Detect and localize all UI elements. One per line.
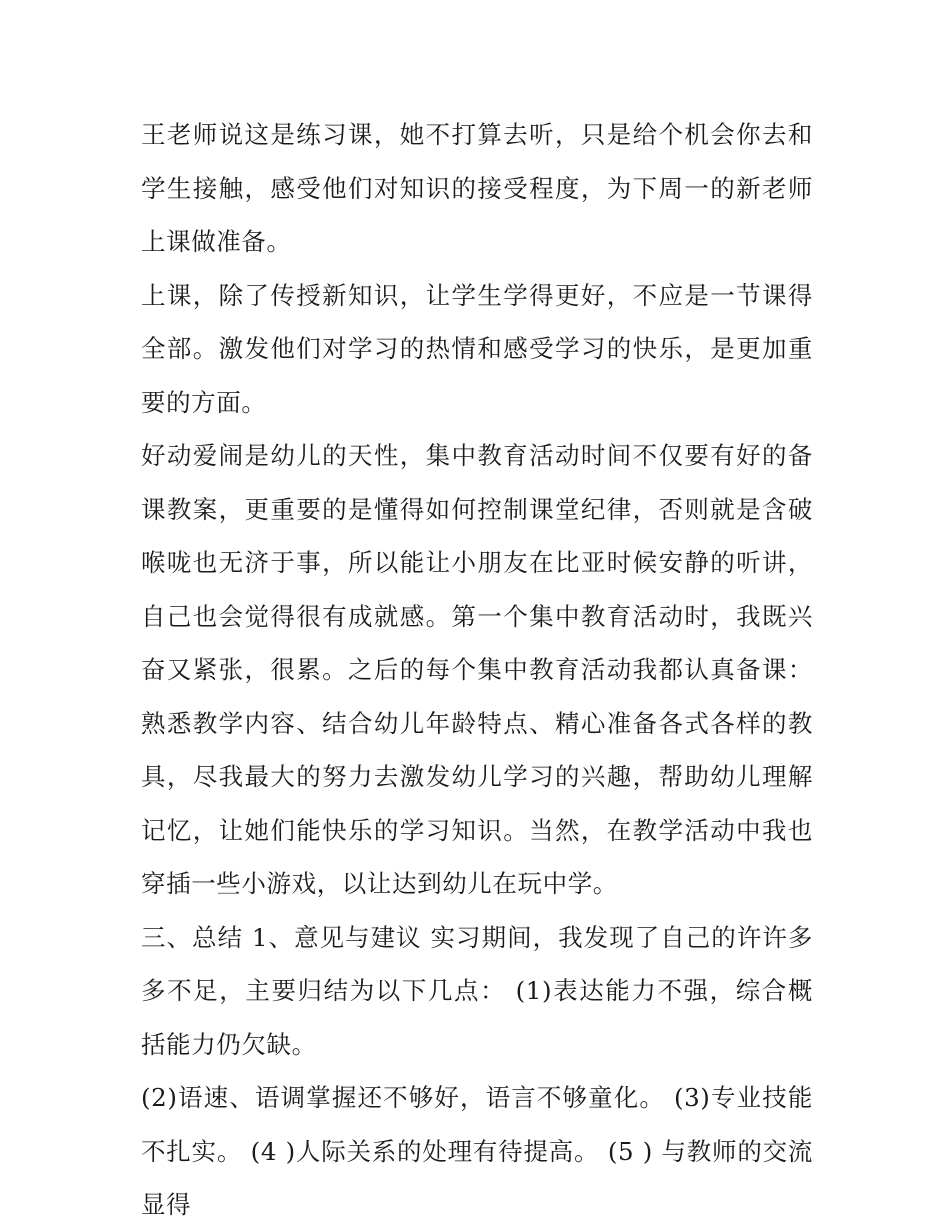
paragraph: 上课，除了传授新知识，让学生学得更好，不应是一节课得全部。激发他们对学习的热情和感受学习的快乐，是更加重要的方面。 — [141, 280, 813, 417]
paragraph: 王老师说这是练习课，她不打算去听，只是给个机会你去和学生接触，感受他们对知识的接受程度，为下周一的新老师上课做准备。 — [141, 120, 813, 256]
document-body — [141, 108, 813, 1232]
paragraph: (2)语速、语调掌握还不够好，语言不够童化。 (3)专业技能不扎实。 (4 )人际关系的处理有待提高。 (5 ) 与教师的交流显得 — [141, 1083, 813, 1219]
paragraph: 好动爱闹是幼儿的天性，集中教育活动时间不仅要有好的备课教案，更重要的是懂得如何控制课堂纪律，否则就是含破喉咙也无济于事，所以能让小朋友在比亚时候安静的听讲，自己也会觉得很有成就感。第一个集中教育活动时，我既兴奋又紧张，很累。之后的每个集中教育活动我都认真备课：熟悉教学内容、结合幼儿年龄特点、精心准备各式各样的教具，尽我最大的努力去激发幼儿学习的兴趣，帮助幼儿理解记忆，让她们能快乐的学习知识。当然，在教学活动中我也穿插一些小游戏，以让达到幼儿在玩中学。 — [141, 441, 813, 898]
paragraph: 三、总结 1、意见与建议 实习期间，我发现了自己的许许多多不足，主要归结为以下几点： (1)表达能力不强，综合概括能力仍欠缺。 — [141, 922, 813, 1059]
